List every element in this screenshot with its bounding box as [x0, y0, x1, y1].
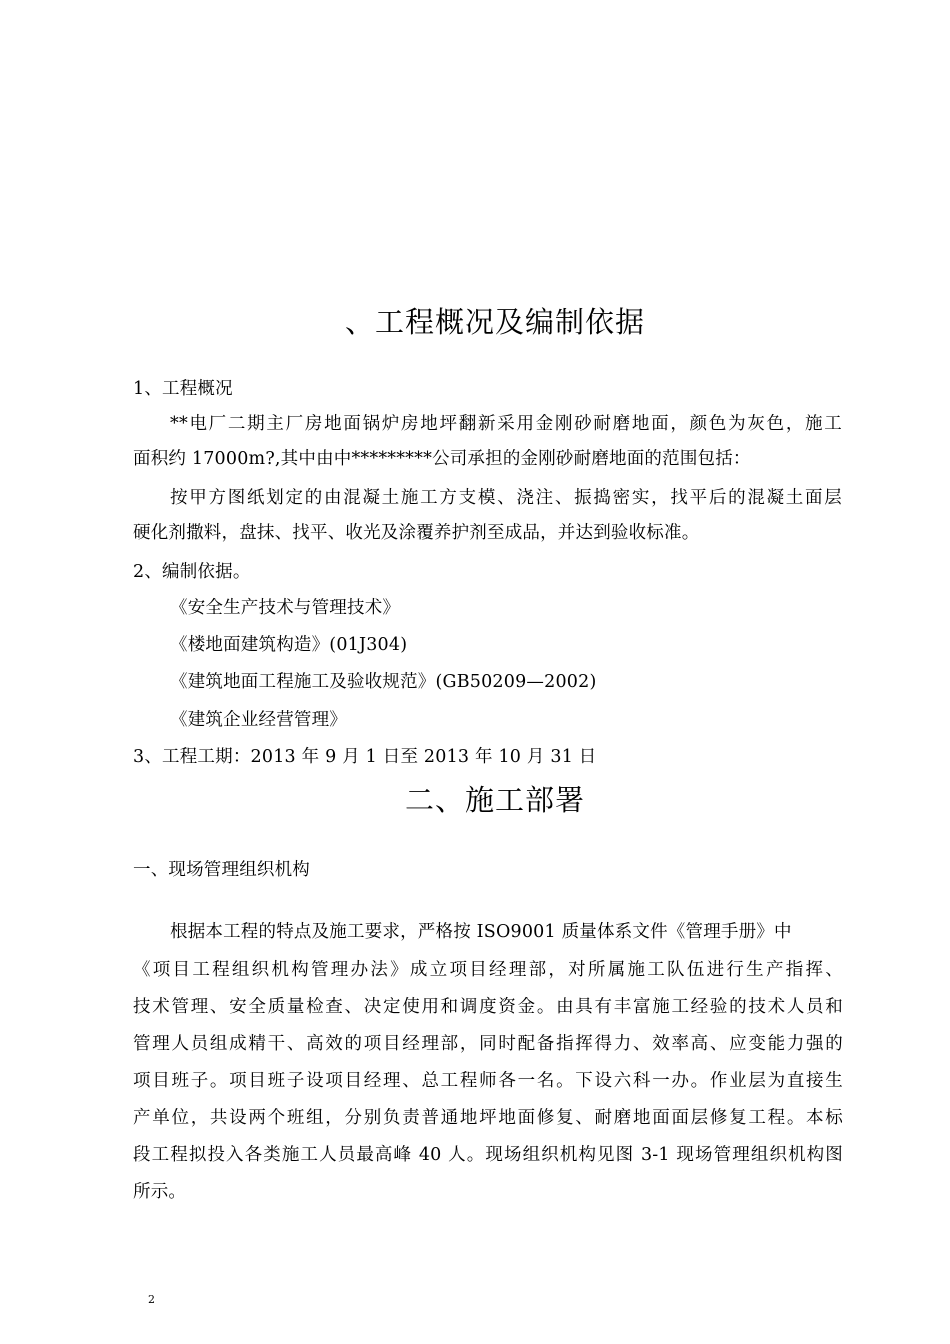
section2-subheading: 一、现场管理组织机构: [133, 860, 310, 880]
section1-title: 、工程概况及编制依据: [345, 305, 646, 339]
paragraph-line: 技术管理、安全质量检查、决定使用和调度资金。由具有丰富施工经验的技术人员和: [133, 997, 843, 1017]
item1-paragraph2-line2: 硬化剂撒料，盘抹、找平、收光及涂覆养护剂至成品，并达到验收标准。: [133, 523, 700, 543]
reference-item: 《楼地面建筑构造》(01J304): [170, 635, 408, 655]
reference-item: 《建筑地面工程施工及验收规范》(GB50209—2002): [170, 672, 597, 692]
reference-item: 《建筑企业经营管理》: [170, 710, 347, 730]
page-number: 2: [148, 1293, 155, 1306]
paragraph-line: 所示。: [133, 1182, 187, 1202]
paragraph-line: 管理人员组成精干、高效的项目经理部，同时配备指挥得力、效率高、应变能力强的: [133, 1034, 843, 1054]
paragraph-line: 《项目工程组织机构管理办法》成立项目经理部，对所属施工队伍进行生产指挥、: [133, 960, 843, 980]
paragraph-line: 产单位，共设两个班组，分别负责普通地坪地面修复、耐磨地面面层修复工程。本标: [133, 1108, 843, 1128]
paragraph-line: 项目班子。项目班子设项目经理、总工程师各一名。下设六科一办。作业层为直接生: [133, 1071, 843, 1091]
item1-paragraph1-line1: **电厂二期主厂房地面锅炉房地坪翻新采用金刚砂耐磨地面，颜色为灰色，施工: [170, 414, 842, 434]
reference-item: 《安全生产技术与管理技术》: [170, 598, 401, 618]
item1-paragraph2-line1: 按甲方图纸划定的由混凝土施工方支模、浇注、振捣密实，找平后的混凝土面层: [170, 488, 842, 508]
item1-heading: 1、工程概况: [133, 379, 233, 399]
paragraph-line: 段工程拟投入各类施工人员最高峰 40 人。现场组织机构见图 3-1 现场管理组织机构图: [133, 1145, 843, 1165]
item1-paragraph1-line2: 面积约 17000m?,其中由中*********公司承担的金刚砂耐磨地面的范围包括：: [133, 449, 751, 469]
item3-schedule: 3、工程工期：2013 年 9 月 1 日至 2013 年 10 月 31 日: [133, 747, 597, 767]
paragraph-line: 根据本工程的特点及施工要求，严格按 ISO9001 质量体系文件《管理手册》中: [170, 922, 792, 942]
item2-heading: 2、编制依据。: [133, 562, 251, 582]
section2-title: 二、施工部署: [405, 783, 586, 817]
